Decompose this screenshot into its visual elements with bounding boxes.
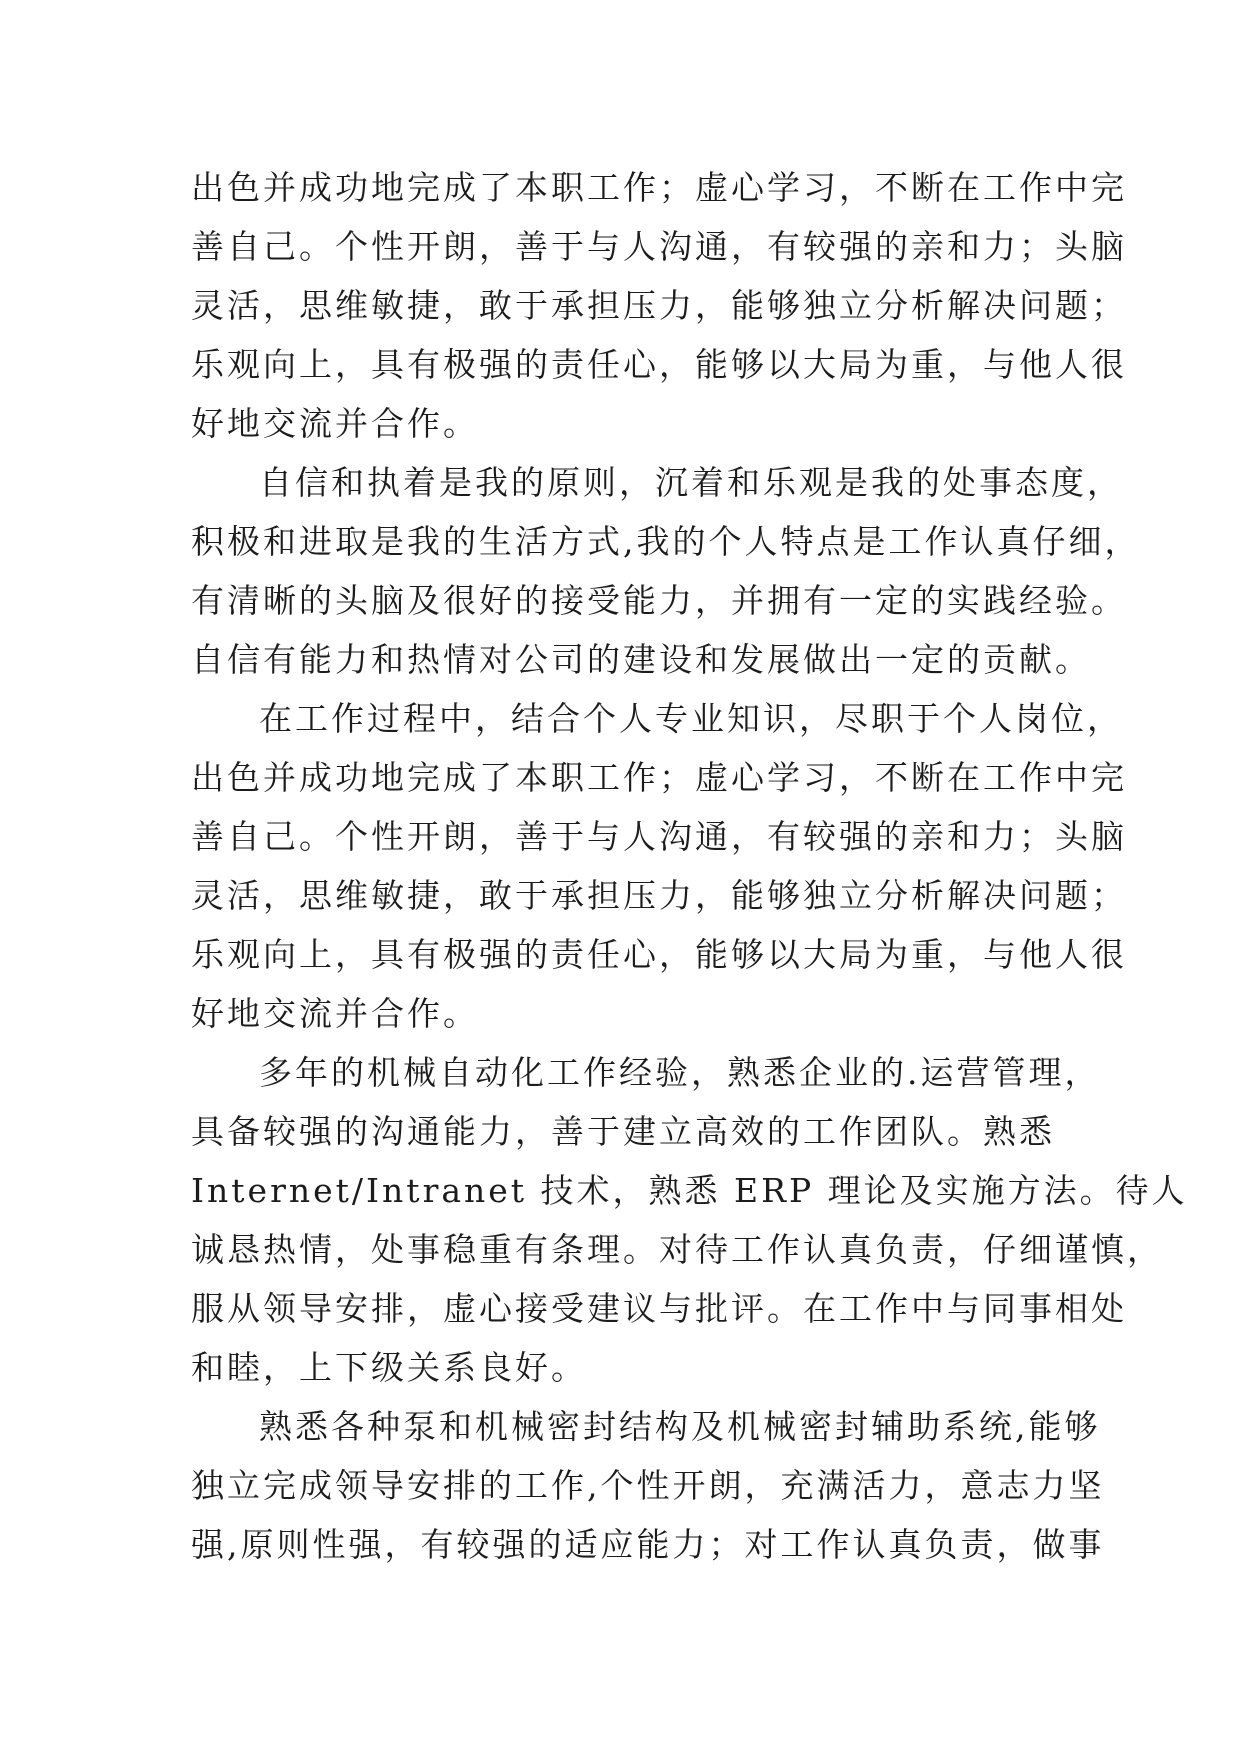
text-line: 服从领导安排，虚心接受建议与批评。在工作中与同事相处 — [191, 1289, 1127, 1328]
text-line: 自信有能力和热情对公司的建设和发展做出一定的贡献。 — [191, 640, 1091, 679]
text-line: 多年的机械自动化工作经验，熟悉企业的.运营管理， — [259, 1053, 1101, 1092]
text-line: 出色并成功地完成了本职工作；虚心学习，不断在工作中完 — [191, 758, 1127, 797]
text-line: 强,原则性强，有较强的适应能力；对工作认真负责，做事 — [191, 1525, 1105, 1564]
text-line: 灵活，思维敏捷，敢于承担压力，能够独立分析解决问题； — [191, 286, 1127, 325]
text-line: 独立完成领导安排的工作,个性开朗，充满活力，意志力坚 — [191, 1466, 1105, 1505]
text-line: 具备较强的沟通能力，善于建立高效的工作团队。熟悉 — [191, 1112, 1055, 1151]
text-line: 和睦，上下级关系良好。 — [191, 1348, 587, 1387]
paragraph — [191, 1397, 1105, 1574]
text-line: 灵活，思维敏捷，敢于承担压力，能够独立分析解决问题； — [191, 876, 1127, 915]
text-line: 好地交流并合作。 — [191, 404, 479, 443]
document-body — [191, 158, 1188, 1574]
paragraph — [191, 158, 1127, 453]
text-line: 有清晰的头脑及很好的接受能力，并拥有一定的实践经验。 — [191, 581, 1127, 620]
paragraph — [191, 453, 1141, 689]
text-line: 乐观向上，具有极强的责任心，能够以大局为重，与他人很 — [191, 345, 1127, 384]
text-line: Internet/Intranet 技术，熟悉 ERP 理论及实施方法。待人 — [191, 1171, 1188, 1210]
text-line: 熟悉各种泵和机械密封结构及机械密封辅助系统,能够 — [259, 1407, 1101, 1446]
paragraph — [191, 689, 1127, 1043]
text-line: 乐观向上，具有极强的责任心，能够以大局为重，与他人很 — [191, 935, 1127, 974]
text-line: 在工作过程中，结合个人专业知识，尽职于个人岗位， — [259, 699, 1123, 738]
text-line: 诚恳热情，处事稳重有条理。对待工作认真负责，仔细谨慎， — [191, 1230, 1163, 1269]
text-line: 出色并成功地完成了本职工作；虚心学习，不断在工作中完 — [191, 168, 1127, 207]
text-line: 善自己。个性开朗，善于与人沟通，有较强的亲和力；头脑 — [191, 227, 1127, 266]
text-line: 积极和进取是我的生活方式,我的个人特点是工作认真仔细， — [191, 522, 1141, 561]
text-line: 善自己。个性开朗，善于与人沟通，有较强的亲和力；头脑 — [191, 817, 1127, 856]
text-line: 自信和执着是我的原则，沉着和乐观是我的处事态度， — [259, 463, 1123, 502]
text-line: 好地交流并合作。 — [191, 994, 479, 1033]
paragraph — [191, 1043, 1188, 1397]
